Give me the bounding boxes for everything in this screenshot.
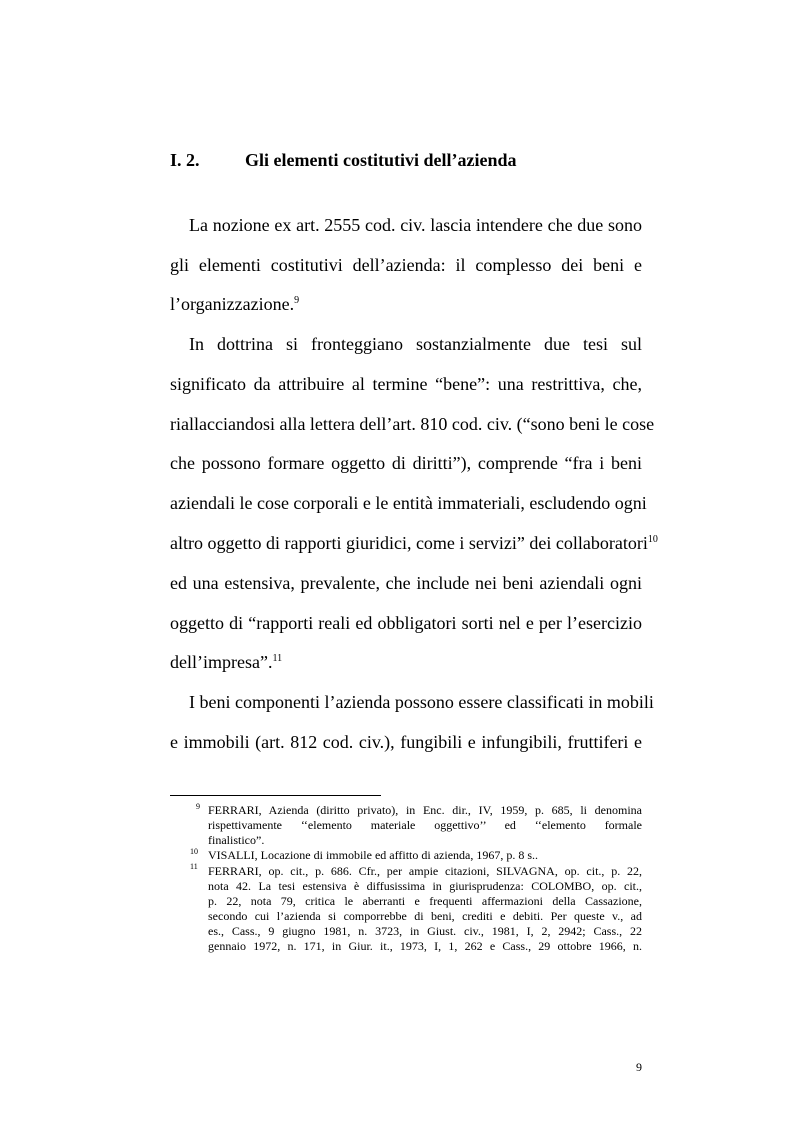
body-line: [170, 651, 642, 673]
footnote-reference: 11: [272, 653, 283, 664]
footnote-line: nota 42. La tesi estensiva è diffusissima in giurisprudenza: COLOMBO, op. cit.,: [208, 879, 642, 893]
body-line-text: l’organizzazione.: [170, 294, 295, 314]
footnote-line: FERRARI, op. cit., p. 686. Cfr., per ampie citazioni, SILVAGNA, op. cit., p. 22,: [208, 864, 642, 878]
body-line: La nozione ex art. 2555 cod. civ. lascia intendere che due sono: [189, 215, 642, 235]
page-number: 9: [636, 1060, 642, 1074]
section-number: I. 2.: [170, 150, 200, 170]
body-line: aziendali le cose corporali e le entità immateriali, escludendo ogni: [170, 493, 647, 513]
body-line: che possono formare oggetto di diritti”), comprende “fra i beni: [170, 453, 642, 473]
footnote-separator: [170, 795, 381, 796]
footnote-mark: 9: [196, 802, 200, 811]
body-line: [170, 293, 642, 315]
footnote-line: p. 22, nota 79, critica le aberranti e frequenti affermazioni della Cassazione,: [208, 894, 642, 908]
body-line: significato da attribuire al termine “bene”: una restrittiva, che,: [170, 374, 642, 394]
body-line: ed una estensiva, prevalente, che include nei beni aziendali ogni: [170, 573, 642, 593]
body-line: oggetto di “rapporti reali ed obbligatori sorti nel e per l’esercizio: [170, 613, 642, 633]
body-line: e immobili (art. 812 cod. civ.), fungibili e infungibili, fruttiferi e: [170, 732, 642, 752]
body-line: riallacciandosi alla lettera dell’art. 810 cod. civ. (“sono beni le cose: [170, 414, 655, 434]
body-line-text: altro oggetto di rapporti giuridici, come i servizi” dei collaboratori: [170, 533, 648, 553]
body-line: I beni componenti l’azienda possono essere classificati in mobili: [189, 692, 654, 712]
body-line: gli elementi costitutivi dell’azienda: il complesso dei beni e: [170, 255, 642, 275]
footnote-reference: 10: [647, 534, 658, 545]
footnote-line: secondo cui l’azienda si comporrebbe di beni, crediti e debiti. Per queste v., ad: [208, 909, 642, 923]
section-heading: [170, 150, 640, 171]
body-line-text: dell’impresa”.: [170, 652, 273, 672]
section-title: Gli elementi costitutivi dell’azienda: [245, 150, 517, 170]
footnote-line: FERRARI, Azienda (diritto privato), in Enc. dir., IV, 1959, p. 685, li denomina: [208, 803, 642, 817]
footnote-line: finalistico”.: [208, 833, 265, 847]
footnote-line: gennaio 1972, n. 171, in Giur. it., 1973, I, 1, 262 e Cass., 29 ottobre 1966, n.: [208, 939, 642, 953]
body-line: [170, 532, 658, 554]
footnote-reference: 9: [294, 295, 300, 306]
footnote-mark: 10: [190, 847, 198, 856]
footnote-mark: 11: [190, 862, 198, 871]
footnote-line: VISALLI, Locazione di immobile ed affitto di azienda, 1967, p. 8 s..: [208, 848, 539, 862]
footnote-line: es., Cass., 9 giugno 1981, n. 3723, in Giust. civ., 1981, I, 2, 2942; Cass., 22: [208, 924, 642, 938]
body-line: In dottrina si fronteggiano sostanzialmente due tesi sul: [189, 334, 642, 354]
footnote-line: rispettivamente ‘‘elemento materiale oggettivo’’ ed ‘‘elemento formale: [208, 818, 642, 832]
